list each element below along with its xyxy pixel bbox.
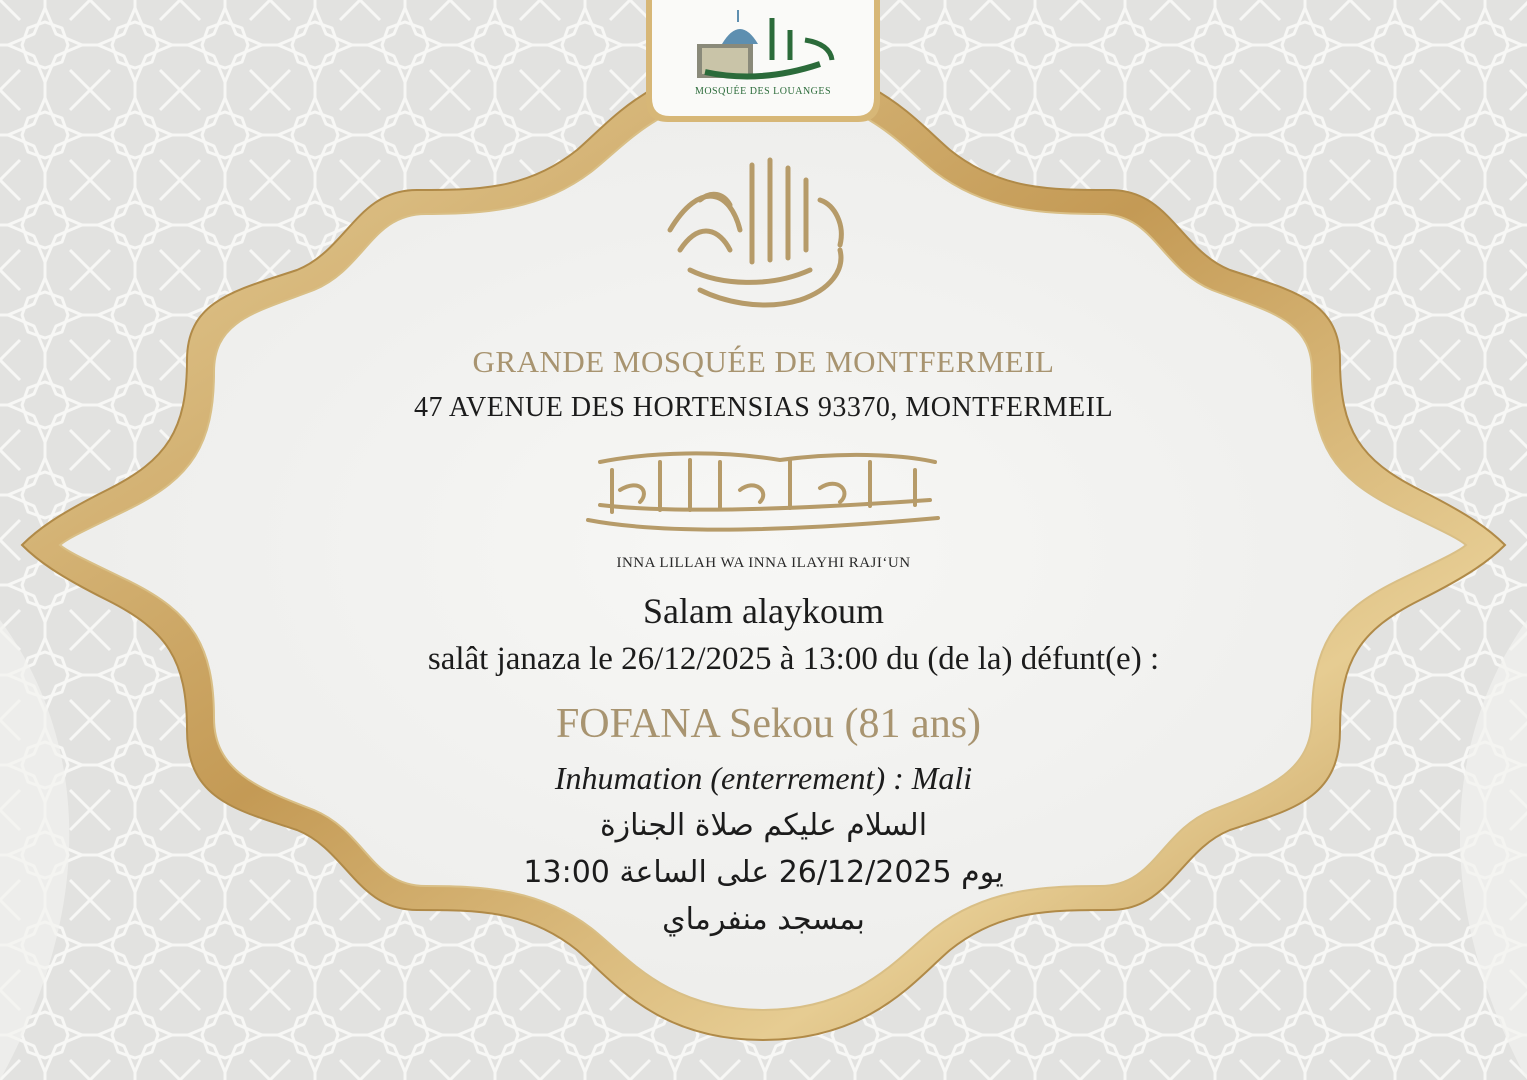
transliteration: INNA LILLAH WA INNA ILAYHI RAJI‘UN (616, 555, 911, 571)
arabic-location: بمسجد منفرماي (662, 902, 865, 937)
greeting: Salam alaykoum (643, 591, 884, 631)
janaza-announcement: salât janaza le 26/12/2025 à 13:00 du (de la) défunt(e) : (427, 641, 1160, 677)
logo-caption: MOSQUÉE DES LOUANGES (694, 86, 832, 97)
mosque-name: GRANDE MOSQUÉE DE MONTFERMEIL (472, 344, 1055, 379)
arabic-greeting: السلام عليكم صلاة الجنازة (599, 808, 928, 843)
arabic-date-time: يوم 26/12/2025 على الساعة 13:00 (523, 855, 1004, 890)
mosque-address: 47 AVENUE DES HORTENSIAS 93370, MONTFERMEIL (413, 392, 1114, 423)
burial-location: Inhumation (enterrement) : Mali (554, 760, 973, 796)
deceased-name: FOFANA Sekou (81 ans) (555, 701, 982, 747)
